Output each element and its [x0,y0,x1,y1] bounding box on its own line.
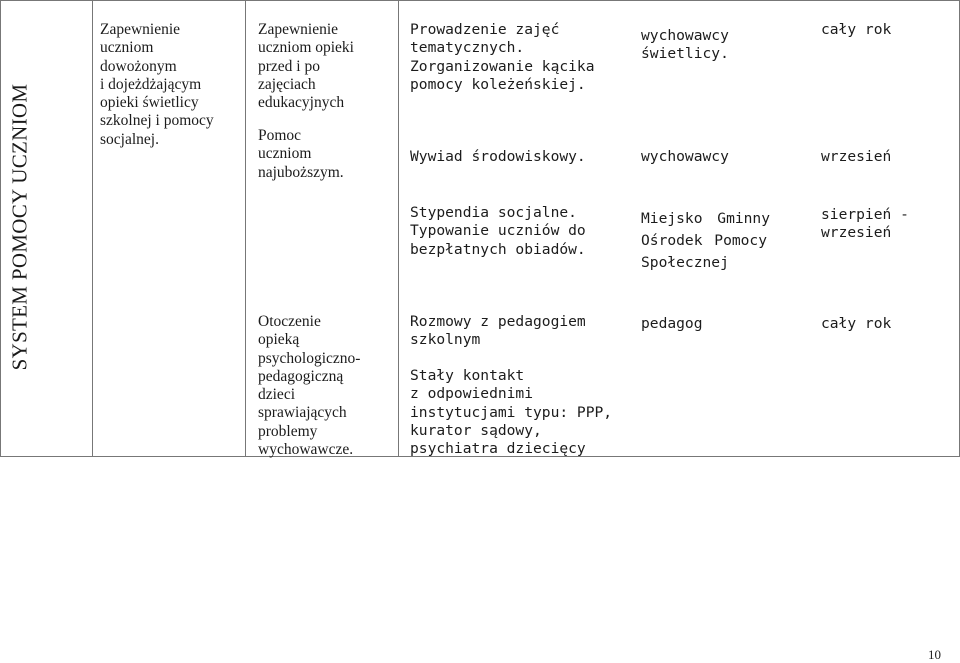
aim-cell-transport: Zapewnienie uczniom dowożonym i dojeżdżającym opieki świetlicy szkolnej i pomocy socjalnej. [100,21,214,148]
task-cell-care: Zapewnienie uczniom opieki przed i po zajęciach edukacyjnych [258,21,354,112]
deadline-cell-4: cały rok [821,315,892,332]
activity-cell-institutions: Stały kontakt z odpowiednimi instytucjami typu: PPP, kurator sądowy, psychiatra dziecięcy [410,367,613,458]
responsible-cell-1: wychowawcy świetlicy. [641,27,729,63]
task-cell-poor-students: Pomoc uczniom najuboższym. [258,127,344,181]
responsible-cell-4: pedagog [641,315,703,332]
activity-cell-pedagogue-talks: Rozmowy z pedagogiem szkolnym [410,313,586,349]
activity-cell-interview: Wywiad środowiskowy. [410,148,586,165]
table-left-border [0,0,1,457]
column-divider [92,0,93,457]
page-number: 10 [928,647,941,662]
task-cell-psych-care: Otoczenie opieką psychologiczno- pedagogiczną dzieci sprawiających problemy wychowawcze. [258,313,361,459]
activity-cell-workshops: Prowadzenie zajęć tematycznych. Zorganizowanie kącika pomocy koleżeńskiej. [410,21,595,93]
responsible-cell-2: wychowawcy [641,148,729,165]
deadline-cell-1: cały rok [821,21,892,38]
document-page: SYSTEM POMOCY UCZNIOM Zapewnienie uczniom dowożonym i dojeżdżającym opieki świetlicy szkolnej i pomocy socjalnej. Zapewnienie uczniom opieki przed i po zajęciach edukacyjnych Pomoc uczniom najuboższym. Otoczenie opieką psychologiczno- pedagogiczną dzieci sprawiających problemy wychowawcze. Prowadzenie zajęć tematycznych. Zorganizowanie kącika pomocy koleżeńskiej. Wywiad środowiskowy. Stypendia socjalne. Typowanie uczniów do bezpłatnych obiadów. Rozmowy z pedagogiem szkolnym Stały kontakt z odpowiednimi instytucjami typu: PPP, kurator sądowy, psychiatra dziecięcy wychowawcy świetlicy. wychowawcy Miejsko Gminny Ośrodek Pomocy Społecznej pedagog cały rok wrzesień sierpień - wrzesień cały rok 10 [0,0,960,662]
responsible-cell-3: Miejsko Gminny Ośrodek Pomocy Społecznej [641,210,771,271]
activity-cell-scholarships: Stypendia socjalne. Typowanie uczniów do bezpłatnych obiadów. [410,204,586,258]
deadline-cell-2: wrzesień [821,148,892,165]
column-divider [398,0,399,457]
table-top-border [0,0,960,1]
column-divider [245,0,246,457]
deadline-cell-3: sierpień - wrzesień [821,206,909,242]
